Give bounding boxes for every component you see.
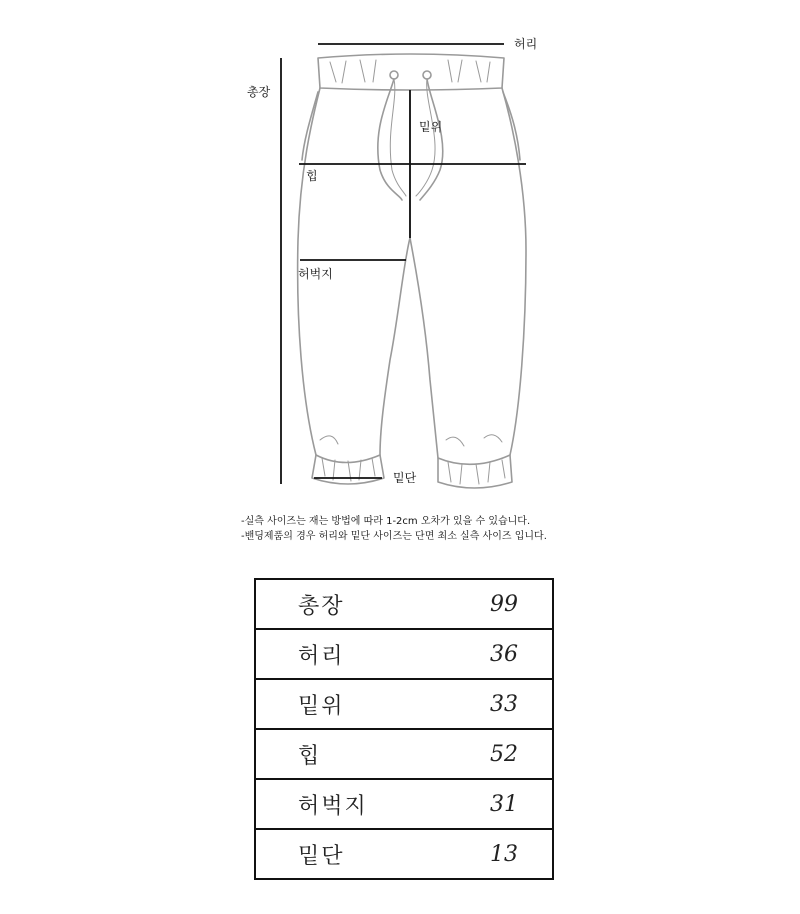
total-length-label: 총장 — [247, 85, 271, 99]
row-value: 13 — [490, 841, 518, 867]
table-row — [255, 779, 553, 829]
thigh-label: 허벅지 — [298, 267, 333, 281]
hip-label: 힙 — [306, 169, 318, 183]
row-value: 99 — [458, 579, 553, 629]
table-row — [255, 729, 553, 779]
hem-label: 밑단 — [393, 471, 417, 485]
row-label: 힙 — [255, 729, 458, 779]
row-label: 허리 — [255, 629, 458, 679]
row-label: 밑위 — [255, 679, 458, 729]
row-value: 36 — [458, 629, 553, 679]
waistband-outline — [318, 54, 504, 90]
row-label: 허벅지 — [255, 779, 458, 829]
table-row — [255, 679, 553, 729]
rise-label: 밑위 — [419, 120, 443, 134]
table-row — [255, 829, 553, 879]
row-value: 31 — [458, 779, 553, 829]
measurement-notes — [241, 514, 547, 544]
note-line: -밴딩제품의 경우 허리와 밑단 사이즈는 단면 최소 실측 사이즈 입니다. — [241, 531, 547, 542]
row-label: 밑단 — [298, 843, 345, 869]
size-table — [254, 578, 554, 880]
table-row — [255, 579, 553, 629]
row-label: 총장 — [255, 579, 458, 629]
row-value: 52 — [458, 729, 553, 779]
table-row — [255, 629, 553, 679]
waist-label: 허리 — [514, 37, 538, 51]
note-line: -실측 사이즈는 재는 방법에 따라 1-2cm 오차가 있을 수 있습니다. — [241, 516, 531, 527]
row-value: 33 — [458, 679, 553, 729]
